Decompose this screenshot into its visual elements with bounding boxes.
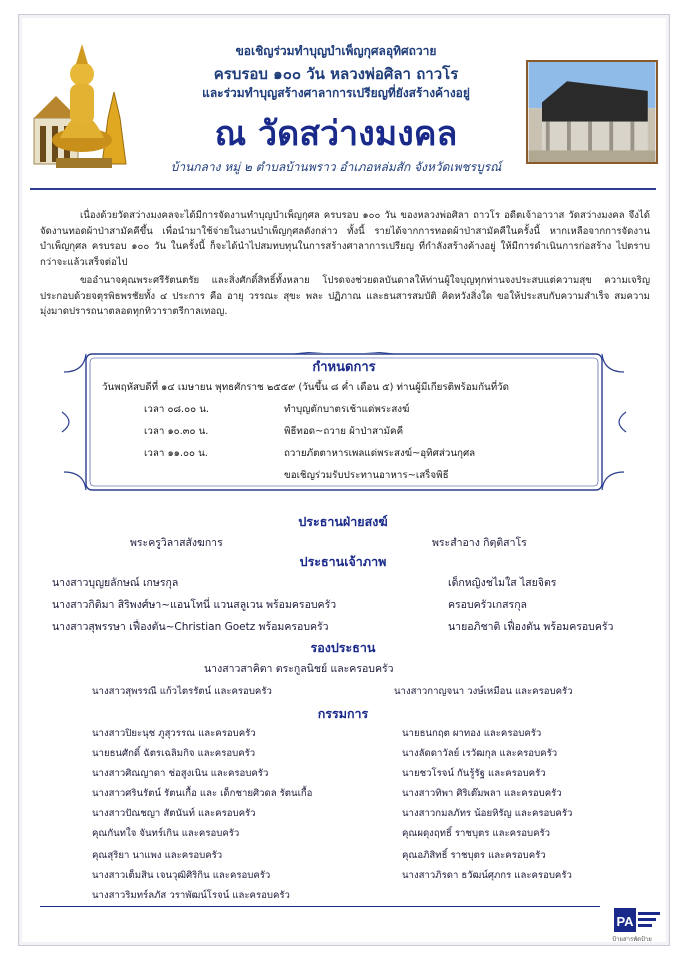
vice-chair-title: รองประธาน — [310, 640, 376, 655]
vice-chair-name: นางสาวกาญจนา วงษ์เหมือน และครอบครัว — [394, 686, 573, 697]
committee-member: นางสาวปัณชญา สัตนันท์ และครอบครัว — [92, 808, 256, 819]
logo-caption: ป้ายสารพัดป้าย — [612, 936, 652, 943]
footer-divider — [40, 906, 600, 907]
committee-member: คุณอภิสิทธิ์ ราชบุตร และครอบครัว — [402, 850, 546, 861]
committee-member: คุณสุริยา นาแพง และครอบครัว — [92, 850, 223, 861]
schedule-time: เวลา ๐๘.๐๐ น. — [144, 404, 210, 415]
host-chair-name: นางสาวกิติมา สิริพงศ์ษา~แอนโทนี่ แวนสลูเวน พร้อมครอบครัว — [52, 599, 337, 611]
schedule-activity: พิธีทอด~ถวาย ผ้าป่าสามัคคี — [284, 426, 404, 437]
committee-member: นางสาวภิรดา ธวัฒน์ศุภกร และครอบครัว — [402, 870, 572, 881]
schedule-title: กำหนดการ — [312, 360, 376, 375]
committee-member: นายธนศักดิ์ ฉัตรเฉลิมกิจ และครอบครัว — [92, 748, 256, 759]
committee-member: นางสาวปิยะนุช ภูสุวรรณ และครอบครัว — [92, 728, 256, 739]
committee-member: นางสาวศรินรัตน์ รัตนเกื้อ และ เด็กชายศิวดล รัตนเกื้อ — [92, 788, 313, 799]
temple-name-title: ณ วัดสว่างมงคล — [214, 114, 458, 154]
schedule-row — [144, 402, 409, 417]
committee-member: คุณกันทใจ จันทร์เกิน และครอบครัว — [92, 828, 240, 839]
temple-address: บ้านกลาง หมู่ ๒ ตำบลบ้านพราว อำเภอหล่มสัก จังหวัดเพชรบูรณ์ — [170, 160, 502, 174]
vice-chair-name: นางสาวสุพรรณี แก้วไตรรัตน์ และครอบครัว — [92, 686, 272, 697]
schedule-activity: ถวายภัตตาหารเพลแด่พระสงฆ์~อุทิศส่วนกุศล — [284, 448, 476, 459]
host-chair-name: นายอภิชาติ เฟื่องตัน พร้อมครอบครัว — [448, 621, 614, 633]
host-chair-name: นางสาวสุพรรษา เฟื่องตัน~Christian Goetz พร้อมครอบครัว — [52, 621, 329, 633]
committee-member: นางลัดดาวัลย์ เรวัฒกุล และครอบครัว — [402, 748, 558, 759]
pa-logo-icon — [614, 906, 660, 936]
host-chair-name: เด็กหญิงชไมใส ไสยจิตร — [448, 577, 557, 589]
schedule-box — [60, 352, 628, 492]
intro-paragraph-1: เนื่องด้วยวัดสว่างมงคลจะได้มีการจัดงานทำบุญบำเพ็ญกุศล ครบรอบ ๑๐๐ วัน ของหลวงพ่อศิลา ถาวโร อดีตเจ้าอาวาส วัดสว่างมงคล จึงได้จัดงานทอดผ้าป่าสามัคคีขึ้น เพื่อนำมาใช้จ่ายในงานบำเพ็ญกุศลดังกล่าว ทั้งนี้ รายได้จากการทอดผ้าป่าสามัคคีในครั้งนี้ หากเหลือจากการจัดงานบำเพ็ญกุศล ครบรอบ ๑๐๐ วัน ในครั้งนี้ ก็จะได้นำไปสมทบทุนในการสร้างศาลาการเปรียญ ที่กำลังสร้างค้างอยู่ ให้มีการดำเนินการก่อสร้าง ไปตราบกว่าจะแล้วเสร็จต่อไป — [40, 210, 650, 268]
sangha-chair-name: พระสำอาง กิตฺติสาโร — [432, 537, 527, 549]
schedule-date-line: วันพฤหัสบดีที่ ๑๔ เมษายน พุทธศักราช ๒๕๕๙ (วันขึ้น ๘ ค่ำ เดือน ๕) ท่านผู้มีเกียรติพร้อมกันที่วัด — [102, 382, 510, 393]
header-divider — [30, 188, 656, 190]
schedule-row — [144, 424, 403, 439]
schedule-activity: ทำบุญตักบาตรเช้าแด่พระสงฆ์ — [284, 404, 410, 415]
header-line-3: และร่วมทำบุญสร้างศาลาการเปรียญที่ยังสร้างค้างอยู่ — [202, 86, 470, 100]
intro-text — [40, 208, 650, 323]
host-chair-name: นางสาวบุญยลักษณ์ เกษรกุล — [52, 577, 179, 589]
header — [30, 22, 658, 180]
intro-paragraph-2: ขออำนาจคุณพระศรีรัตนตรัย และสิ่งศักดิ์สิทธิ์ทั้งหลาย โปรดจงช่วยดลบันดาลให้ท่านผู้ใจบุญทุกท่านจงประสบแต่ความสุข ความเจริญ ประกอบด้วยจตุรพิธพรชัยทั้ง ๔ ประการ คือ อายุ วรรณะ สุขะ พละ ปฏิภาณ และธนสารสมบัติ คิดหวังสิ่งใด ขอให้ประสบกับความสำเร็จ สมความมุ่งมาดปรารถนาตลอดทุกทิวาราตรีกาลเทอญ. — [40, 275, 650, 317]
sangha-chair-name: พระครูวิลาสสังฆการ — [130, 537, 223, 549]
schedule-row — [144, 446, 475, 461]
committee-member: คุณผดุงฤทธิ์ ราชบุตร และครอบครัว — [402, 828, 551, 839]
header-line-2: ครบรอบ ๑๐๐ วัน หลวงพ่อศิลา ถาวโร — [213, 65, 459, 83]
header-line-1: ขอเชิญร่วมทำบุญบำเพ็ญกุศลอุทิศถวาย — [235, 44, 437, 58]
committee-member: นางสาวศิณญาดา ช่อสูงเนิน และครอบครัว — [92, 768, 269, 779]
committee-member: นางสาวเต็มสิน เจนวุฒิศิริกิน และครอบครัว — [92, 870, 271, 881]
schedule-time: เวลา ๑๑.๐๐ น. — [144, 448, 208, 459]
schedule-row — [144, 468, 449, 483]
host-chair-title: ประธานเจ้าภาพ — [299, 554, 387, 569]
logo-label: PA — [616, 914, 634, 929]
committee-member: นายชวโรจน์ กันรู้รัฐ และครอบครัว — [402, 768, 546, 779]
committee-member: นางสาวริมทร์ลภัส วราพัฒน์โรจน์ และครอบครัว — [92, 890, 290, 901]
vice-chair-name: นางสาวสาคิตา ตระกูลนิชย์ และครอบครัว — [204, 663, 394, 675]
schedule-time: เวลา ๑๐.๓๐ น. — [144, 426, 209, 437]
committee-title: กรรมการ — [317, 706, 369, 721]
committee-member: นายธนกฤต ผาทอง และครอบครัว — [402, 728, 542, 739]
hall-construction-photo — [526, 60, 658, 164]
host-chair-name: ครอบครัวเกสรกุล — [448, 599, 527, 611]
committee-member: นางสาวกมลภัทร น้อยหิรัญ และครอบครัว — [402, 808, 573, 819]
sangha-chair-title: ประธานฝ่ายสงฆ์ — [298, 514, 388, 529]
committee-member: นางสาวทิพา ศิริเต๊มพลา และครอบครัว — [402, 788, 562, 799]
buddha-statue-image — [30, 22, 146, 172]
schedule-activity: ขอเชิญร่วมรับประทานอาหาร~เสร็จพิธี — [284, 470, 449, 481]
